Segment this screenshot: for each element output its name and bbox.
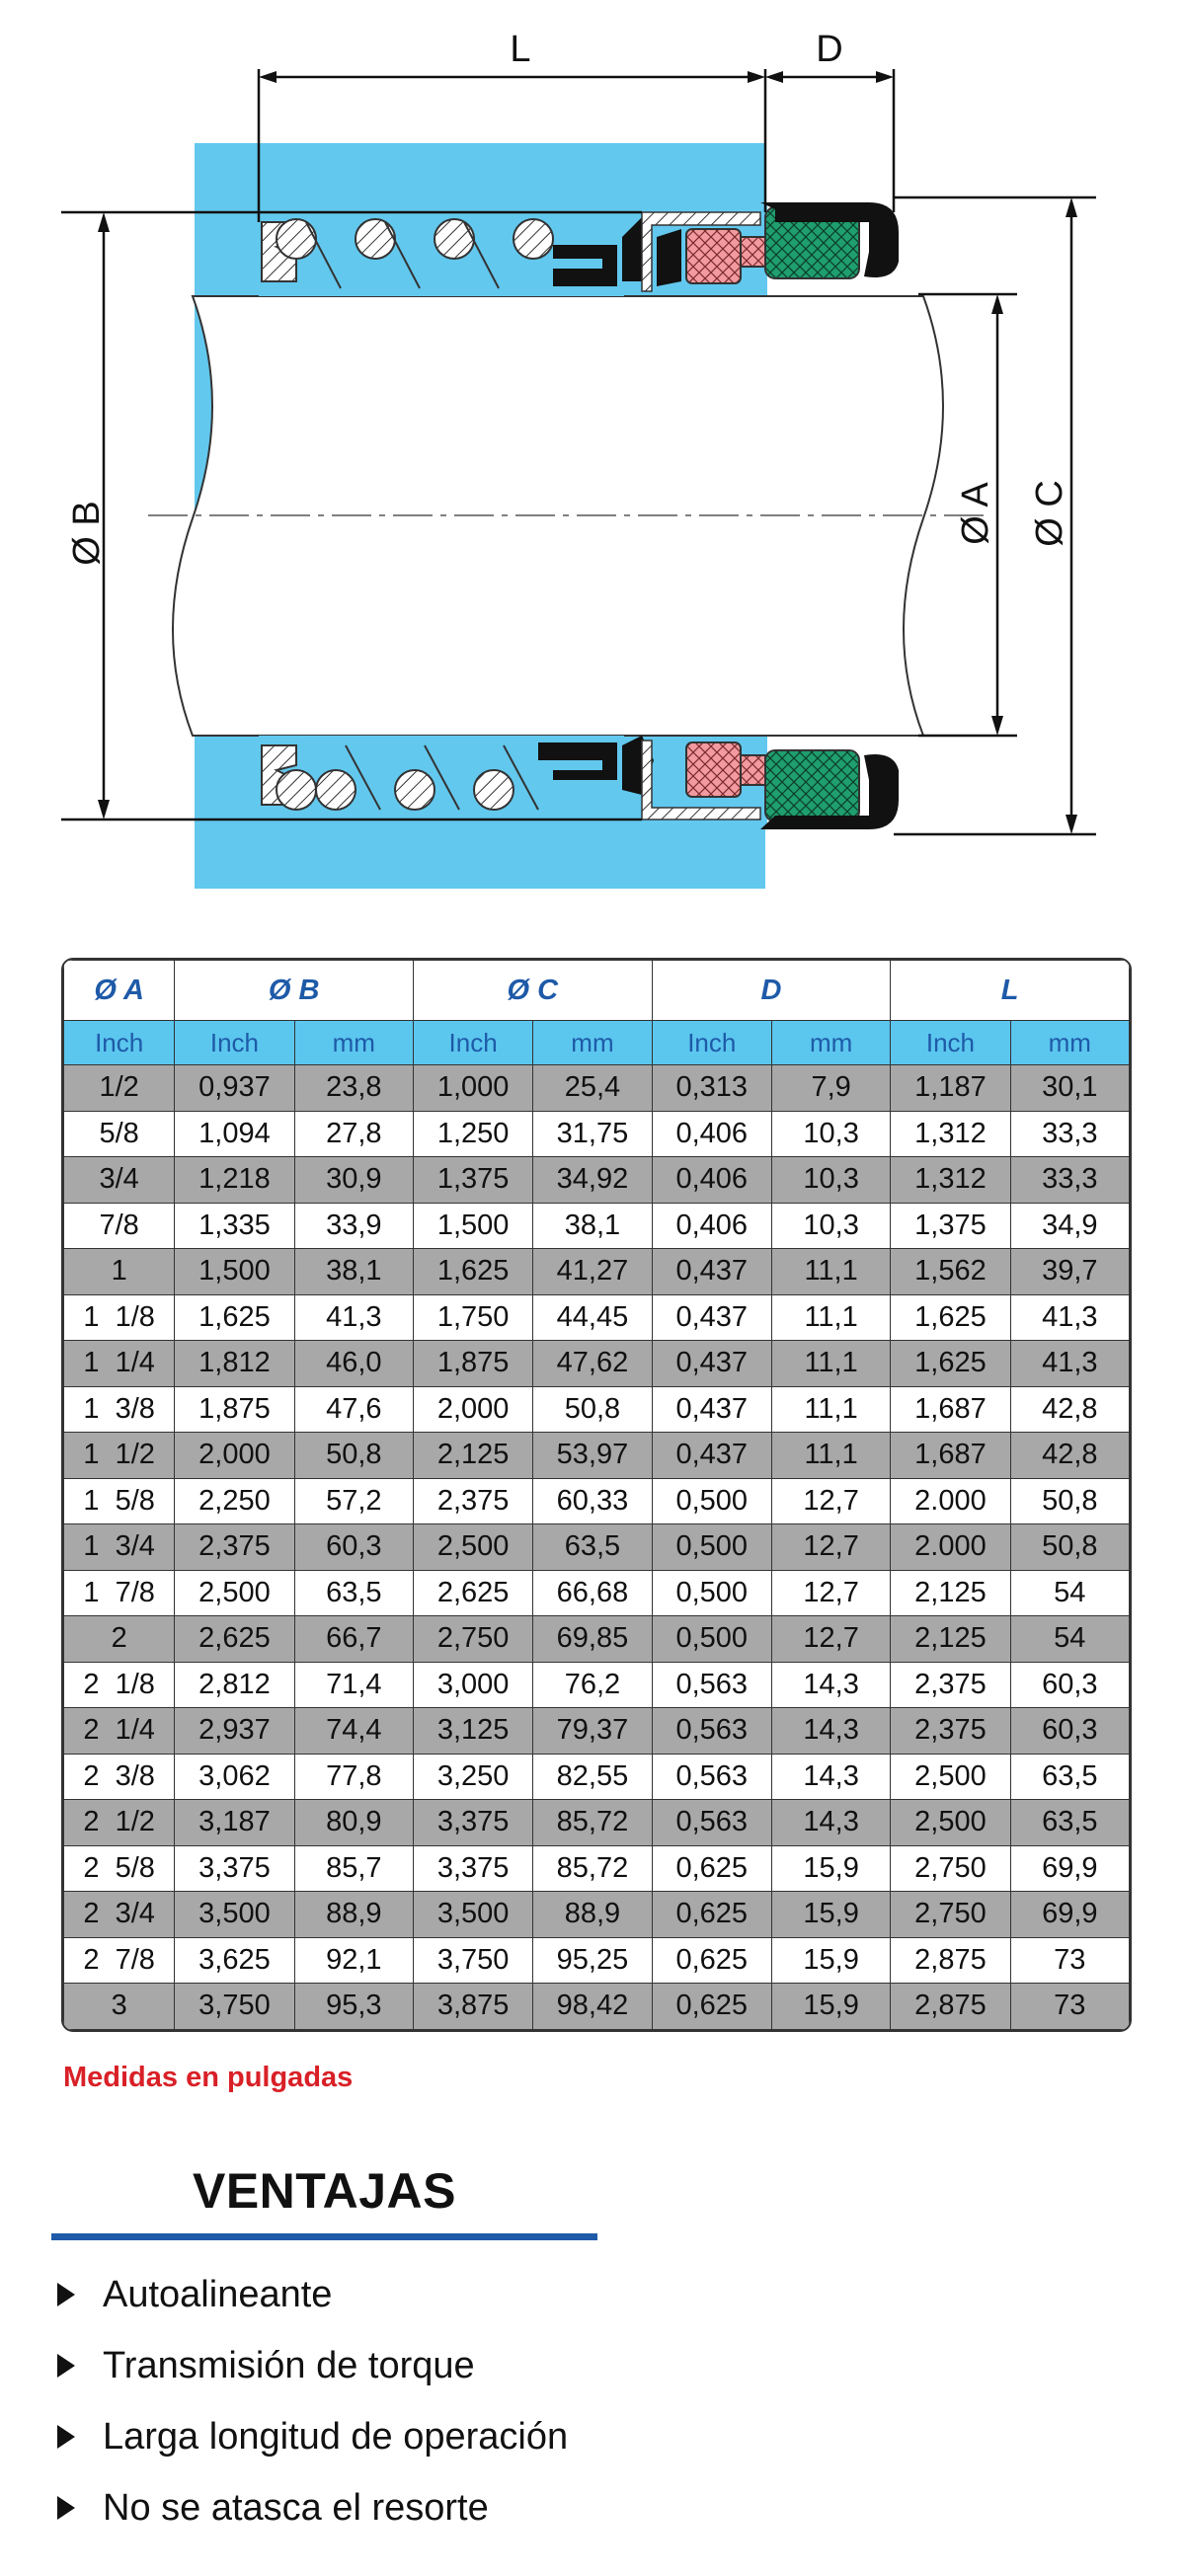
table-cell: 0,500	[652, 1524, 771, 1571]
table-cell: 2,125	[413, 1433, 532, 1479]
advantages-title: VENTAJAS	[192, 2163, 456, 2219]
table-cell: 0,625	[652, 1937, 771, 1984]
advantage-item	[51, 2330, 568, 2401]
table-cell: 0,437	[652, 1341, 771, 1387]
table-cell: 3,375	[413, 1845, 532, 1892]
table-row	[64, 1294, 1130, 1341]
table-cell: 3,750	[413, 1937, 532, 1984]
table-row	[64, 1570, 1130, 1616]
table-cell: 33,3	[1010, 1111, 1129, 1157]
table-cell: 1,000	[413, 1065, 532, 1112]
table-cell: 38,1	[533, 1203, 652, 1249]
table-cell: 1,625	[891, 1294, 1010, 1341]
table-cell: 15,9	[771, 1892, 890, 1938]
table-cell: 0,625	[652, 1845, 771, 1892]
dimensions-table	[61, 958, 1132, 2032]
table-cell: 0,406	[652, 1157, 771, 1204]
table-cell: 1,312	[891, 1111, 1010, 1157]
table-cell: 0,500	[652, 1478, 771, 1524]
table-cell: 46,0	[294, 1341, 413, 1387]
table-cell: 41,3	[294, 1294, 413, 1341]
table-cell: 10,3	[771, 1157, 890, 1204]
table-cell: 2,875	[891, 1984, 1010, 2030]
table-cell: 1 5/8	[64, 1478, 175, 1524]
table-row	[64, 1754, 1130, 1800]
table-cell: 3,000	[413, 1662, 532, 1708]
table-cell: 0,313	[652, 1065, 771, 1112]
table-cell: 2 3/8	[64, 1754, 175, 1800]
table-cell: 27,8	[294, 1111, 413, 1157]
triangle-bullet-icon	[57, 2283, 75, 2306]
table-cell: 3,375	[413, 1800, 532, 1846]
table-row	[64, 1157, 1130, 1204]
table-cell: 3,125	[413, 1708, 532, 1755]
table-cell: 34,92	[533, 1157, 652, 1204]
table-cell: 2,000	[175, 1433, 294, 1479]
table-cell: 1 3/8	[64, 1386, 175, 1433]
table-row	[64, 1937, 1130, 1984]
table-cell: 82,55	[533, 1754, 652, 1800]
table-cell: 2 5/8	[64, 1845, 175, 1892]
table-cell: 44,45	[533, 1294, 652, 1341]
units-note: Medidas en pulgadas	[63, 2062, 354, 2093]
table-cell: 0,437	[652, 1294, 771, 1341]
table-cell: 2,875	[891, 1937, 1010, 1984]
table-cell: 41,3	[1010, 1341, 1129, 1387]
table-cell: 15,9	[771, 1845, 890, 1892]
table-cell: 12,7	[771, 1570, 890, 1616]
table-cell: 54	[1010, 1570, 1129, 1616]
table-row	[64, 1524, 1130, 1571]
table-cell: 3,062	[175, 1754, 294, 1800]
table-cell: 3,750	[175, 1984, 294, 2030]
table-cell: 63,5	[533, 1524, 652, 1571]
table-cell: 11,1	[771, 1249, 890, 1295]
table-row	[64, 1065, 1130, 1112]
table-cell: 3,625	[175, 1937, 294, 1984]
table-cell: 63,5	[294, 1570, 413, 1616]
table-cell: 15,9	[771, 1984, 890, 2030]
table-cell: 85,7	[294, 1845, 413, 1892]
table-row	[64, 1341, 1130, 1387]
unit-header-cell: Inch	[175, 1021, 294, 1065]
table-cell: 60,33	[533, 1478, 652, 1524]
table-cell: 30,9	[294, 1157, 413, 1204]
table-cell: 0,500	[652, 1616, 771, 1663]
advantage-item	[51, 2259, 568, 2330]
table-cell: 14,3	[771, 1754, 890, 1800]
unit-header-cell: Inch	[652, 1021, 771, 1065]
table-cell: 23,8	[294, 1065, 413, 1112]
table-cell: 2 1/8	[64, 1662, 175, 1708]
table-cell: 1,625	[175, 1294, 294, 1341]
table-row	[64, 1892, 1130, 1938]
table-cell: 2,375	[891, 1708, 1010, 1755]
table-cell: 2,625	[413, 1570, 532, 1616]
table-cell: 1,375	[891, 1203, 1010, 1249]
table-cell: 1,500	[175, 1249, 294, 1295]
table-cell: 3,875	[413, 1984, 532, 2030]
unit-header-row	[64, 1021, 1130, 1065]
table-cell: 77,8	[294, 1754, 413, 1800]
table-cell: 57,2	[294, 1478, 413, 1524]
table-cell: 2,500	[891, 1754, 1010, 1800]
table-row	[64, 1249, 1130, 1295]
table-cell: 0,937	[175, 1065, 294, 1112]
table-cell: 2,125	[891, 1570, 1010, 1616]
table-cell: 0,437	[652, 1249, 771, 1295]
table-cell: 39,7	[1010, 1249, 1129, 1295]
table-cell: 71,4	[294, 1662, 413, 1708]
housing-step-bottom	[765, 829, 894, 889]
table-cell: 1	[64, 1249, 175, 1295]
table-cell: 1,094	[175, 1111, 294, 1157]
table-row	[64, 1662, 1130, 1708]
table-cell: 14,3	[771, 1708, 890, 1755]
table-cell: 73	[1010, 1937, 1129, 1984]
table-row	[64, 1111, 1130, 1157]
table-cell: 50,8	[1010, 1478, 1129, 1524]
triangle-bullet-icon	[57, 2354, 75, 2378]
table-cell: 63,5	[1010, 1800, 1129, 1846]
table-cell: 1,187	[891, 1065, 1010, 1112]
table-cell: 0,500	[652, 1570, 771, 1616]
advantages-divider	[51, 2233, 597, 2240]
table-row	[64, 1845, 1130, 1892]
table-cell: 3,375	[175, 1845, 294, 1892]
table-cell: 69,85	[533, 1616, 652, 1663]
table-cell: 92,1	[294, 1937, 413, 1984]
table-cell: 42,8	[1010, 1386, 1129, 1433]
table-cell: 50,8	[1010, 1524, 1129, 1571]
table-cell: 98,42	[533, 1984, 652, 2030]
table-cell: 60,3	[294, 1524, 413, 1571]
table-cell: 41,3	[1010, 1294, 1129, 1341]
table-cell: 1,218	[175, 1157, 294, 1204]
table-cell: 0,563	[652, 1662, 771, 1708]
table-cell: 73	[1010, 1984, 1129, 2030]
table-cell: 2,812	[175, 1662, 294, 1708]
table-cell: 1,312	[891, 1157, 1010, 1204]
table-cell: 5/8	[64, 1111, 175, 1157]
table-cell: 1,625	[891, 1341, 1010, 1387]
table-cell: 2,500	[175, 1570, 294, 1616]
dimension-label-b: Ø B	[66, 501, 108, 566]
table-cell: 50,8	[533, 1386, 652, 1433]
table-cell: 66,68	[533, 1570, 652, 1616]
advantage-text: No se atasca el resorte	[103, 2486, 489, 2529]
table-cell: 11,1	[771, 1294, 890, 1341]
table-cell: 2,375	[413, 1478, 532, 1524]
table-cell: 2,125	[891, 1616, 1010, 1663]
table-cell: 2,750	[891, 1845, 1010, 1892]
table-cell: 88,9	[294, 1892, 413, 1938]
table-cell: 2.000	[891, 1524, 1010, 1571]
table-cell: 1 3/4	[64, 1524, 175, 1571]
table-cell: 2,000	[413, 1386, 532, 1433]
table-cell: 53,97	[533, 1433, 652, 1479]
table-row	[64, 1386, 1130, 1433]
table-cell: 88,9	[533, 1892, 652, 1938]
table-cell: 66,7	[294, 1616, 413, 1663]
table-cell: 95,25	[533, 1937, 652, 1984]
table-cell: 2,500	[891, 1800, 1010, 1846]
table-cell: 2,500	[413, 1524, 532, 1571]
dimension-label-c: Ø C	[1029, 480, 1070, 547]
table-cell: 2,750	[891, 1892, 1010, 1938]
table-cell: 1/2	[64, 1065, 175, 1112]
table-cell: 7/8	[64, 1203, 175, 1249]
housing-step-top	[765, 143, 894, 202]
advantages-list	[51, 2259, 568, 2543]
table-cell: 38,1	[294, 1249, 413, 1295]
unit-header-cell: Inch	[891, 1021, 1010, 1065]
table-cell: 79,37	[533, 1708, 652, 1755]
table-cell: 47,6	[294, 1386, 413, 1433]
table-cell: 0,563	[652, 1754, 771, 1800]
advantage-item	[51, 2401, 568, 2472]
unit-header-cell: mm	[771, 1021, 890, 1065]
table-row	[64, 1800, 1130, 1846]
table-cell: 3/4	[64, 1157, 175, 1204]
triangle-bullet-icon	[57, 2496, 75, 2520]
table-cell: 1,250	[413, 1111, 532, 1157]
table-cell: 0,437	[652, 1386, 771, 1433]
table-cell: 2,750	[413, 1616, 532, 1663]
table-cell: 11,1	[771, 1386, 890, 1433]
table-cell: 1 1/2	[64, 1433, 175, 1479]
table-cell: 1,500	[413, 1203, 532, 1249]
table-cell: 33,9	[294, 1203, 413, 1249]
table-cell: 3,500	[413, 1892, 532, 1938]
table-cell: 60,3	[1010, 1662, 1129, 1708]
table-cell: 2.000	[891, 1478, 1010, 1524]
table-cell: 95,3	[294, 1984, 413, 2030]
table-cell: 69,9	[1010, 1845, 1129, 1892]
table-cell: 1,875	[413, 1341, 532, 1387]
table-cell: 2,250	[175, 1478, 294, 1524]
table-cell: 11,1	[771, 1341, 890, 1387]
table-cell: 1 7/8	[64, 1570, 175, 1616]
table-cell: 3,250	[413, 1754, 532, 1800]
table-cell: 10,3	[771, 1111, 890, 1157]
advantage-item	[51, 2472, 568, 2543]
table-cell: 1,875	[175, 1386, 294, 1433]
table-cell: 3,500	[175, 1892, 294, 1938]
table-cell: 1,335	[175, 1203, 294, 1249]
table-cell: 2 7/8	[64, 1937, 175, 1984]
table-row	[64, 1616, 1130, 1663]
table-cell: 41,27	[533, 1249, 652, 1295]
unit-header-cell: mm	[1010, 1021, 1129, 1065]
table-cell: 85,72	[533, 1845, 652, 1892]
table-cell: 2,375	[175, 1524, 294, 1571]
table-row	[64, 1433, 1130, 1479]
table-cell: 0,406	[652, 1203, 771, 1249]
table-cell: 3	[64, 1984, 175, 2030]
table-cell: 12,7	[771, 1524, 890, 1571]
table-cell: 85,72	[533, 1800, 652, 1846]
table-row	[64, 1203, 1130, 1249]
table-cell: 1,812	[175, 1341, 294, 1387]
unit-header-cell: Inch	[413, 1021, 532, 1065]
header-c: Ø C	[413, 961, 652, 1021]
table-cell: 63,5	[1010, 1754, 1129, 1800]
table-cell: 2	[64, 1616, 175, 1663]
table-cell: 2 1/2	[64, 1800, 175, 1846]
table-cell: 0,563	[652, 1708, 771, 1755]
table-cell: 30,1	[1010, 1065, 1129, 1112]
header-l: L	[891, 961, 1130, 1021]
table-body	[64, 1065, 1130, 2030]
table-row	[64, 1708, 1130, 1755]
table-cell: 1,687	[891, 1386, 1010, 1433]
dimension-label-d: D	[816, 29, 843, 70]
advantage-text: Larga longitud de operación	[103, 2415, 569, 2458]
table-row	[64, 1984, 1130, 2030]
table-cell: 47,62	[533, 1341, 652, 1387]
table-cell: 0,625	[652, 1984, 771, 2030]
table-cell: 2,625	[175, 1616, 294, 1663]
table-cell: 1 1/8	[64, 1294, 175, 1341]
unit-header-cell: mm	[533, 1021, 652, 1065]
header-b: Ø B	[175, 961, 414, 1021]
table-cell: 74,4	[294, 1708, 413, 1755]
header-a: Ø A	[64, 961, 175, 1021]
table-cell: 1 1/4	[64, 1341, 175, 1387]
table-row	[64, 1478, 1130, 1524]
table-cell: 11,1	[771, 1433, 890, 1479]
table-cell: 15,9	[771, 1937, 890, 1984]
header-d: D	[652, 961, 891, 1021]
unit-header-cell: Inch	[64, 1021, 175, 1065]
mechanical-seal-diagram	[0, 0, 1185, 908]
table-cell: 60,3	[1010, 1708, 1129, 1755]
advantage-text: Autoalineante	[103, 2273, 333, 2315]
top-seal-assembly	[259, 202, 899, 296]
table-cell: 2,375	[891, 1662, 1010, 1708]
table-cell: 1,375	[413, 1157, 532, 1204]
table-cell: 14,3	[771, 1662, 890, 1708]
table-cell: 80,9	[294, 1800, 413, 1846]
table-cell: 50,8	[294, 1433, 413, 1479]
table-cell: 12,7	[771, 1478, 890, 1524]
table-cell: 1,625	[413, 1249, 532, 1295]
table-cell: 1,562	[891, 1249, 1010, 1295]
table-cell: 2,937	[175, 1708, 294, 1755]
unit-header-cell: mm	[294, 1021, 413, 1065]
table-cell: 34,9	[1010, 1203, 1129, 1249]
table-cell: 7,9	[771, 1065, 890, 1112]
table-cell: 69,9	[1010, 1892, 1129, 1938]
table-cell: 10,3	[771, 1203, 890, 1249]
table-cell: 1,750	[413, 1294, 532, 1341]
table-cell: 33,3	[1010, 1157, 1129, 1204]
table-cell: 31,75	[533, 1111, 652, 1157]
dimension-label-l: L	[510, 29, 531, 70]
table-cell: 2 1/4	[64, 1708, 175, 1755]
table-cell: 1,687	[891, 1433, 1010, 1479]
table-cell: 0,563	[652, 1800, 771, 1846]
table-cell: 12,7	[771, 1616, 890, 1663]
table-cell: 76,2	[533, 1662, 652, 1708]
table-cell: 0,406	[652, 1111, 771, 1157]
triangle-bullet-icon	[57, 2425, 75, 2449]
advantage-text: Transmisión de torque	[103, 2344, 475, 2386]
table-cell: 3,187	[175, 1800, 294, 1846]
table-cell: 54	[1010, 1616, 1129, 1663]
table-cell: 0,437	[652, 1433, 771, 1479]
table-cell: 42,8	[1010, 1433, 1129, 1479]
table-cell: 0,625	[652, 1892, 771, 1938]
dimension-label-a: Ø A	[955, 482, 996, 545]
table-cell: 2 3/4	[64, 1892, 175, 1938]
table-cell: 14,3	[771, 1800, 890, 1846]
table-cell: 25,4	[533, 1065, 652, 1112]
